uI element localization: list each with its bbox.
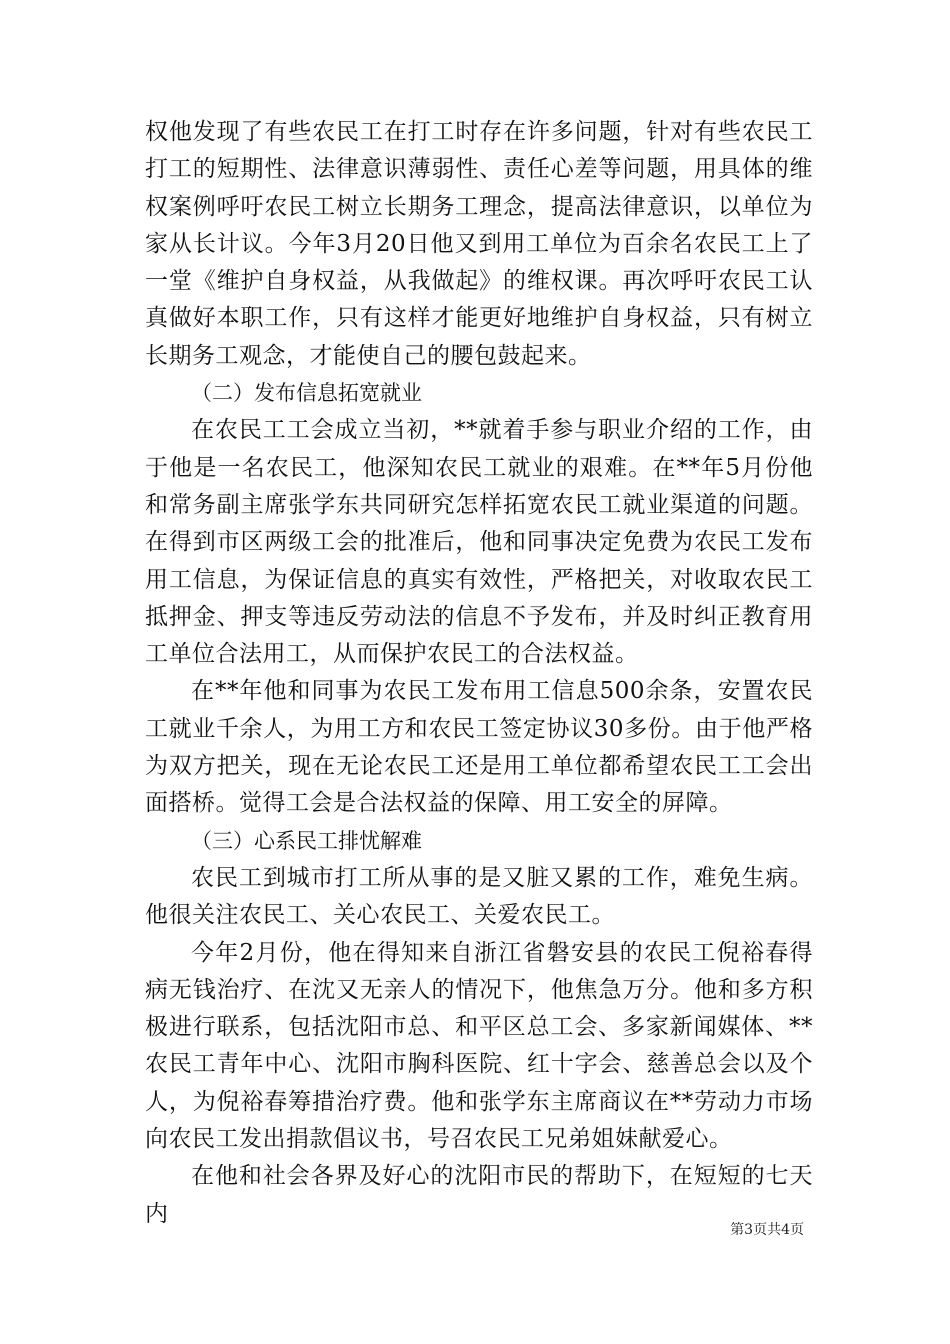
section-heading: （二）发布信息拓宽就业 [191,381,422,406]
paragraph: 在他和社会各界及好心的沈阳市民的帮助下，在短短的七天内 [145,1163,813,1227]
paragraph: 在**年他和同事为农民工发布用工信息500余条，安置农民工就业千余人，为用工方和农民工签定协议30多份。由于他严格为双方把关，现在无论农民工还是用工单位都希望农民工工会出面搭桥。觉得工会是合法权益的保障、用工安全的屏障。 [145,678,813,817]
paragraph: 今年2月份，他在得知来自浙江省磐安县的农民工倪裕春得病无钱治疗、在沈又无亲人的情况下，他焦急万分。他和多方积极进行联系，包括沈阳市总、和平区总工会、多家新闻媒体、**农民工青年中心、沈阳市胸科医院、红十字会、慈善总会以及个人，为倪裕春筹措治疗费。他和张学东主席商议在**劳动力市场向农民工发出捐款倡议书，号召农民工兄弟姐妹献爱心。 [145,939,813,1153]
document-body [145,114,813,1233]
section-heading: （三）心系民工排忧解难 [191,828,422,853]
page-number: 第3页共4页 [730,1222,804,1238]
paragraph: 农民工到城市打工所从事的是又脏又累的工作，难免生病。他很关注农民工、关心农民工、关爱农民工。 [145,864,813,929]
paragraph: 在农民工工会成立当初，**就着手参与职业介绍的工作，由于他是一名农民工，他深知农民工就业的艰难。在**年5月份他和常务副主席张学东共同研究怎样拓宽农民工就业渠道的问题。在得到市区两级工会的批准后，他和同事决定免费为农民工发布用工信息，为保证信息的真实有效性，严格把关，对收取农民工抵押金、押支等违反劳动法的信息不予发布，并及时纠正教育用工单位合法用工，从而保护农民工的合法权益。 [145,417,813,668]
paragraph: 权他发现了有些农民工在打工时存在许多问题，针对有些农民工打工的短期性、法律意识薄弱性、责任心差等问题，用具体的维权案例呼吁农民工树立长期务工理念，提高法律意识，以单位为家从长计议。今年3月20日他又到用工单位为百余名农民工上了一堂《维护自身权益，从我做起》的维权课。再次呼吁农民工认真做好本职工作，只有这样才能更好地维护自身权益，只有树立长期务工观念，才能使自己的腰包鼓起来。 [145,119,813,369]
